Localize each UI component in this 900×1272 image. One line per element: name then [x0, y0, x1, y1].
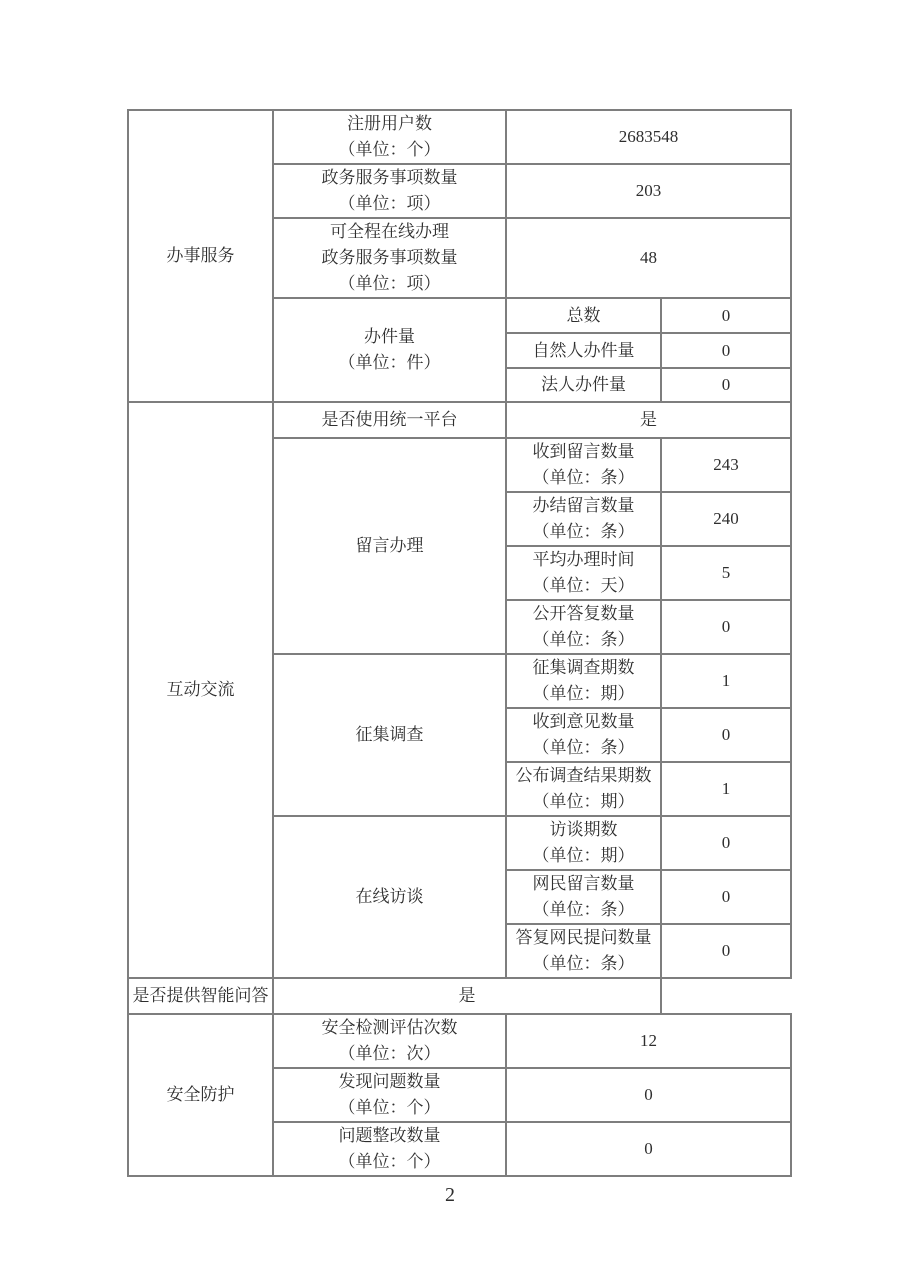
row-value: 203: [635, 181, 662, 200]
subrow-value-cell: [661, 870, 791, 924]
row-unit: （单位：个）: [338, 140, 441, 159]
subrow-unit: （单位：条）: [532, 738, 635, 757]
row-unit: （单位：项）: [338, 194, 441, 213]
row-value: 0: [644, 1085, 653, 1104]
subrow-value: 1: [721, 671, 731, 690]
subrow-value: 240: [713, 509, 739, 528]
row-label-cell: [273, 218, 506, 298]
subrow-unit: （单位：期）: [532, 684, 635, 703]
subrow-value-cell: [661, 368, 791, 402]
group-surveys-cell: [273, 654, 506, 816]
row-label-cell: [273, 402, 506, 438]
subrow-label-cell: [506, 492, 661, 546]
row-value: 是: [458, 986, 476, 1005]
subrow-label: 平均办理时间: [532, 550, 635, 569]
subrow-label: 自然人办件量: [532, 340, 635, 360]
subrow-label: 收到留言数量: [532, 442, 635, 461]
row-value-cell: [506, 1068, 791, 1122]
subrow-label-cell: [506, 368, 661, 402]
subrow-label-cell: [506, 298, 661, 333]
subrow-label: 收到意见数量: [532, 712, 635, 731]
row-unit: （单位：个）: [338, 1152, 441, 1171]
table-row: [128, 1014, 791, 1068]
subrow-label: 总数: [566, 305, 601, 325]
subrow-unit: （单位：条）: [532, 954, 635, 973]
subrow-value: 0: [721, 725, 731, 744]
category-service-label: 办事服务: [166, 246, 235, 265]
group-label: 在线访谈: [355, 887, 424, 906]
subrow-label: 网民留言数量: [532, 874, 635, 893]
subrow-value: 0: [721, 833, 731, 852]
subrow-value: 1: [721, 779, 731, 798]
subrow-label-cell: [506, 600, 661, 654]
subrow-value: 243: [713, 455, 739, 474]
subrow-value-cell: [661, 816, 791, 870]
subrow-value: 0: [721, 941, 731, 960]
category-interaction-label: 互动交流: [166, 680, 235, 699]
subrow-label-cell: [506, 924, 661, 978]
row-label: 政务服务事项数量: [321, 168, 458, 187]
group-label: 办件量: [364, 327, 415, 346]
subrow-label-cell: [506, 438, 661, 492]
subrow-label: 答复网民提问数量: [515, 928, 652, 947]
row-value: 2683548: [618, 127, 679, 146]
subrow-label-cell: [506, 708, 661, 762]
subrow-value: 0: [721, 617, 731, 636]
row-value: 0: [644, 1139, 653, 1158]
row-value-cell: [506, 164, 791, 218]
row-label-cell: [273, 1068, 506, 1122]
subrow-value-cell: [661, 654, 791, 708]
row-unit: （单位：次）: [338, 1044, 441, 1063]
subrow-label-cell: [506, 762, 661, 816]
subrow-unit: （单位：条）: [532, 468, 635, 487]
subrow-unit: （单位：条）: [532, 630, 635, 649]
table-row: [128, 978, 791, 1014]
row-label: 注册用户数: [347, 114, 432, 133]
row-label-cell: [273, 110, 506, 164]
subrow-label: 办结留言数量: [532, 496, 635, 515]
subrow-value: 0: [721, 305, 731, 325]
subrow-label: 访谈期数: [549, 820, 618, 839]
group-interviews-cell: [273, 816, 506, 978]
row-value-cell: [273, 978, 661, 1014]
table-row: [128, 110, 791, 164]
category-security-label: 安全防护: [166, 1085, 235, 1104]
subrow-label: 征集调查期数: [532, 658, 635, 677]
group-label: 征集调查: [355, 725, 424, 744]
table-row: [128, 402, 791, 438]
subrow-unit: （单位：天）: [532, 576, 635, 595]
row-label: 发现问题数量: [338, 1072, 441, 1091]
row-value-cell: [506, 110, 791, 164]
subrow-value-cell: [661, 600, 791, 654]
row-label-cell: [128, 978, 273, 1014]
subrow-value-cell: [661, 333, 791, 368]
subrow-unit: （单位：期）: [532, 792, 635, 811]
row-value-cell: [506, 1014, 791, 1068]
subrow-value: 0: [721, 340, 731, 360]
row-label-cell: [273, 1014, 506, 1068]
subrow-label-cell: [506, 870, 661, 924]
subrow-value: 0: [721, 375, 731, 394]
row-value: 12: [640, 1031, 657, 1050]
row-label-line1: 可全程在线办理: [330, 222, 449, 241]
row-value: 是: [640, 410, 657, 429]
subrow-value-cell: [661, 492, 791, 546]
subrow-label-cell: [506, 816, 661, 870]
category-service-cell: [128, 110, 273, 402]
subrow-value-cell: [661, 438, 791, 492]
category-security-cell: [128, 1014, 273, 1176]
row-value-cell: [506, 402, 791, 438]
subrow-unit: （单位：条）: [532, 522, 635, 541]
subrow-label: 法人办件量: [541, 375, 626, 394]
subrow-label-cell: [506, 654, 661, 708]
row-value-cell: [506, 1122, 791, 1176]
subrow-value: 0: [721, 887, 731, 906]
subrow-unit: （单位：期）: [532, 846, 635, 865]
page-number: 2: [445, 1184, 455, 1206]
group-messages-cell: [273, 438, 506, 654]
subrow-unit: （单位：条）: [532, 900, 635, 919]
subrow-value: 5: [721, 563, 731, 582]
row-label: 是否提供智能问答: [132, 986, 269, 1005]
group-unit: （单位：件）: [338, 353, 441, 372]
row-label-line2: 政务服务事项数量: [321, 248, 458, 267]
subrow-label: 公开答复数量: [532, 604, 635, 623]
subrow-value-cell: [661, 924, 791, 978]
subrow-label: 公布调查结果期数: [515, 766, 652, 785]
row-label-cell: [273, 1122, 506, 1176]
subrow-value-cell: [661, 546, 791, 600]
subrow-value-cell: [661, 298, 791, 333]
row-label-cell: [273, 164, 506, 218]
group-label: 留言办理: [355, 536, 424, 555]
subrow-value-cell: [661, 708, 791, 762]
row-label: 安全检测评估次数: [321, 1018, 458, 1037]
subrow-label-cell: [506, 333, 661, 368]
row-value: 48: [640, 248, 657, 267]
subrow-value-cell: [661, 762, 791, 816]
category-interaction-cell: [128, 402, 273, 978]
row-label: 问题整改数量: [338, 1126, 441, 1145]
row-unit: （单位：项）: [338, 274, 441, 293]
subrow-label-cell: [506, 546, 661, 600]
row-value-cell: [506, 218, 791, 298]
group-cases-cell: [273, 298, 506, 402]
annual-report-table: [127, 109, 792, 1177]
row-unit: （单位：个）: [338, 1098, 441, 1117]
row-label: 是否使用统一平台: [321, 410, 458, 429]
